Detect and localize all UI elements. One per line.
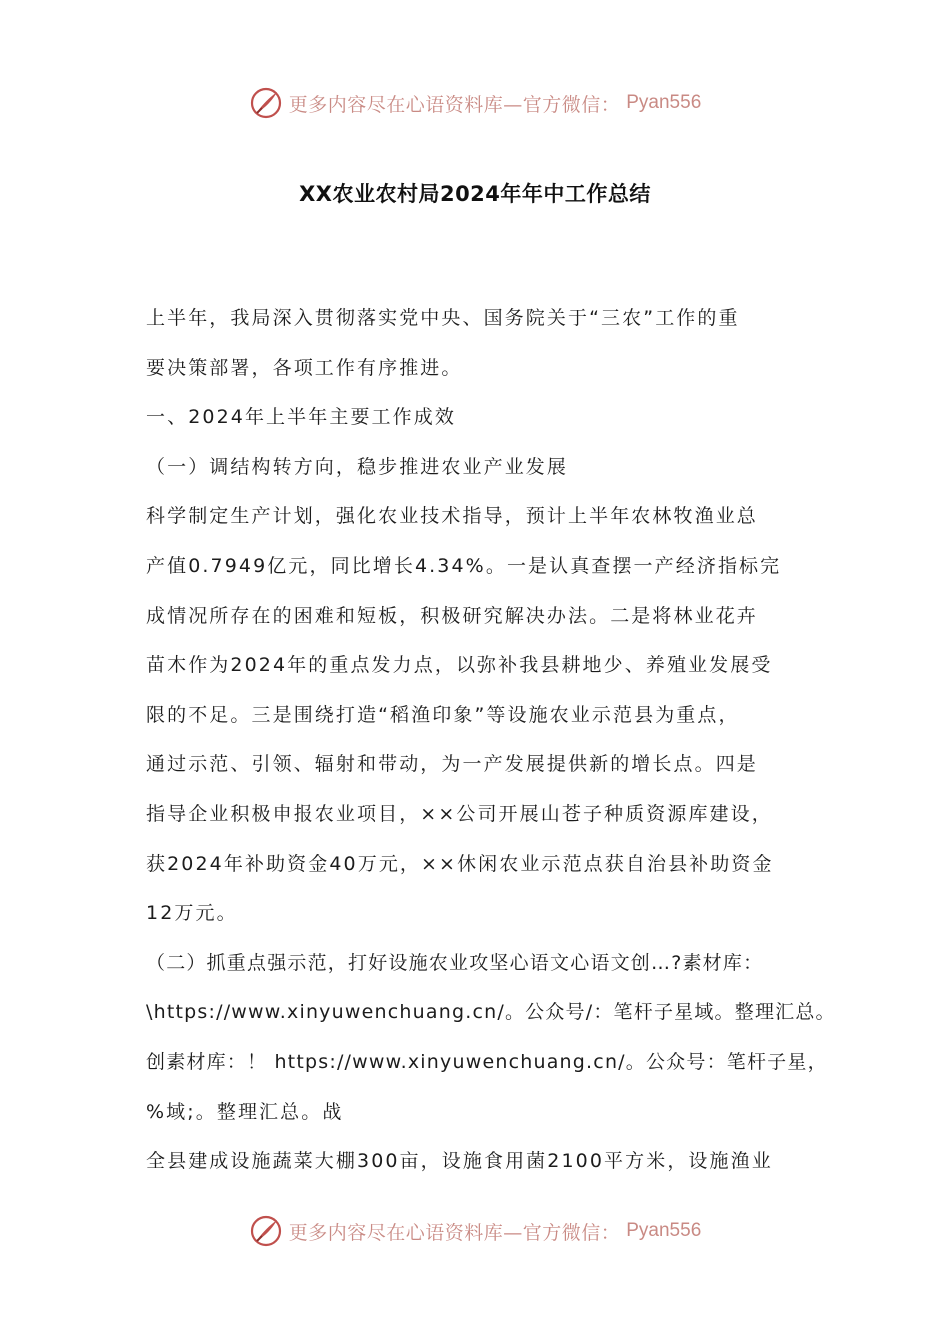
paragraph-line: 通过示范、引领、辐射和带动，为一产发展提供新的增长点。四是: [146, 753, 758, 776]
subsection-heading: （二）抓重点强示范，打好设施农业攻坚心语文心语文创…?素材库：: [146, 951, 764, 974]
paragraph-line: %域;。整理汇总。战: [146, 1100, 344, 1123]
paragraph-line: 获2024年补助资金40万元，××休闲农业示范点获自治县补助资金: [146, 852, 774, 875]
section-heading: 一、2024年上半年主要工作成效: [146, 406, 456, 429]
paragraph-line: 产值0.7949亿元，同比增长4.34%。一是认真查摆一产经济指标完: [146, 554, 782, 577]
paragraph-line: 限的不足。三是围绕打造“稻渔印象”等设施农业示范县为重点，: [146, 703, 740, 726]
document-title: XX农业农村局2024年年中工作总结: [299, 182, 651, 206]
paragraph-line: 全县建成设施蔬菜大棚300亩，设施食用菌2100平方米，设施渔业: [146, 1150, 773, 1173]
quill-logo-icon: [249, 1214, 283, 1248]
paragraph-line: 成情况所存在的困难和短板，积极研究解决办法。二是将林业花卉: [146, 604, 758, 627]
quill-logo-icon: [249, 86, 283, 120]
paragraph-line: 12万元。: [146, 902, 238, 925]
watermark-text: 更多内容尽在心语资料库—官方微信：: [288, 93, 621, 116]
document-body: [146, 297, 836, 1190]
paragraph-line: 要决策部署，各项工作有序推进。: [146, 356, 463, 379]
paragraph-line: 科学制定生产计划，强化农业技术指导，预计上半年农林牧渔业总: [146, 505, 758, 528]
watermark-wechat-id: Pyan556: [626, 1220, 702, 1241]
watermark-text: 更多内容尽在心语资料库—官方微信：: [288, 1221, 621, 1244]
subsection-heading: （一）调结构转方向，稳步推进农业产业发展: [146, 455, 569, 478]
paragraph-line: \https://www.xinyuwenchuang.cn/。公众号/：笔杆子星域。整理汇总。: [146, 1001, 836, 1024]
paragraph-line: 创素材库：！ https://www.xinyuwenchuang.cn/。公众号：笔杆子星，: [146, 1050, 828, 1073]
paragraph-line: 苗木作为2024年的重点发力点，以弥补我县耕地少、养殖业发展受: [146, 654, 773, 677]
header-watermark: [0, 83, 950, 123]
paragraph-line: 指导企业积极申报农业项目，××公司开展山苍子种质资源库建设，: [146, 802, 773, 825]
footer-watermark: [0, 1211, 950, 1251]
paragraph-line: 上半年，我局深入贯彻落实党中央、国务院关于“三农”工作的重: [146, 307, 740, 329]
watermark-wechat-id: Pyan556: [626, 92, 702, 113]
